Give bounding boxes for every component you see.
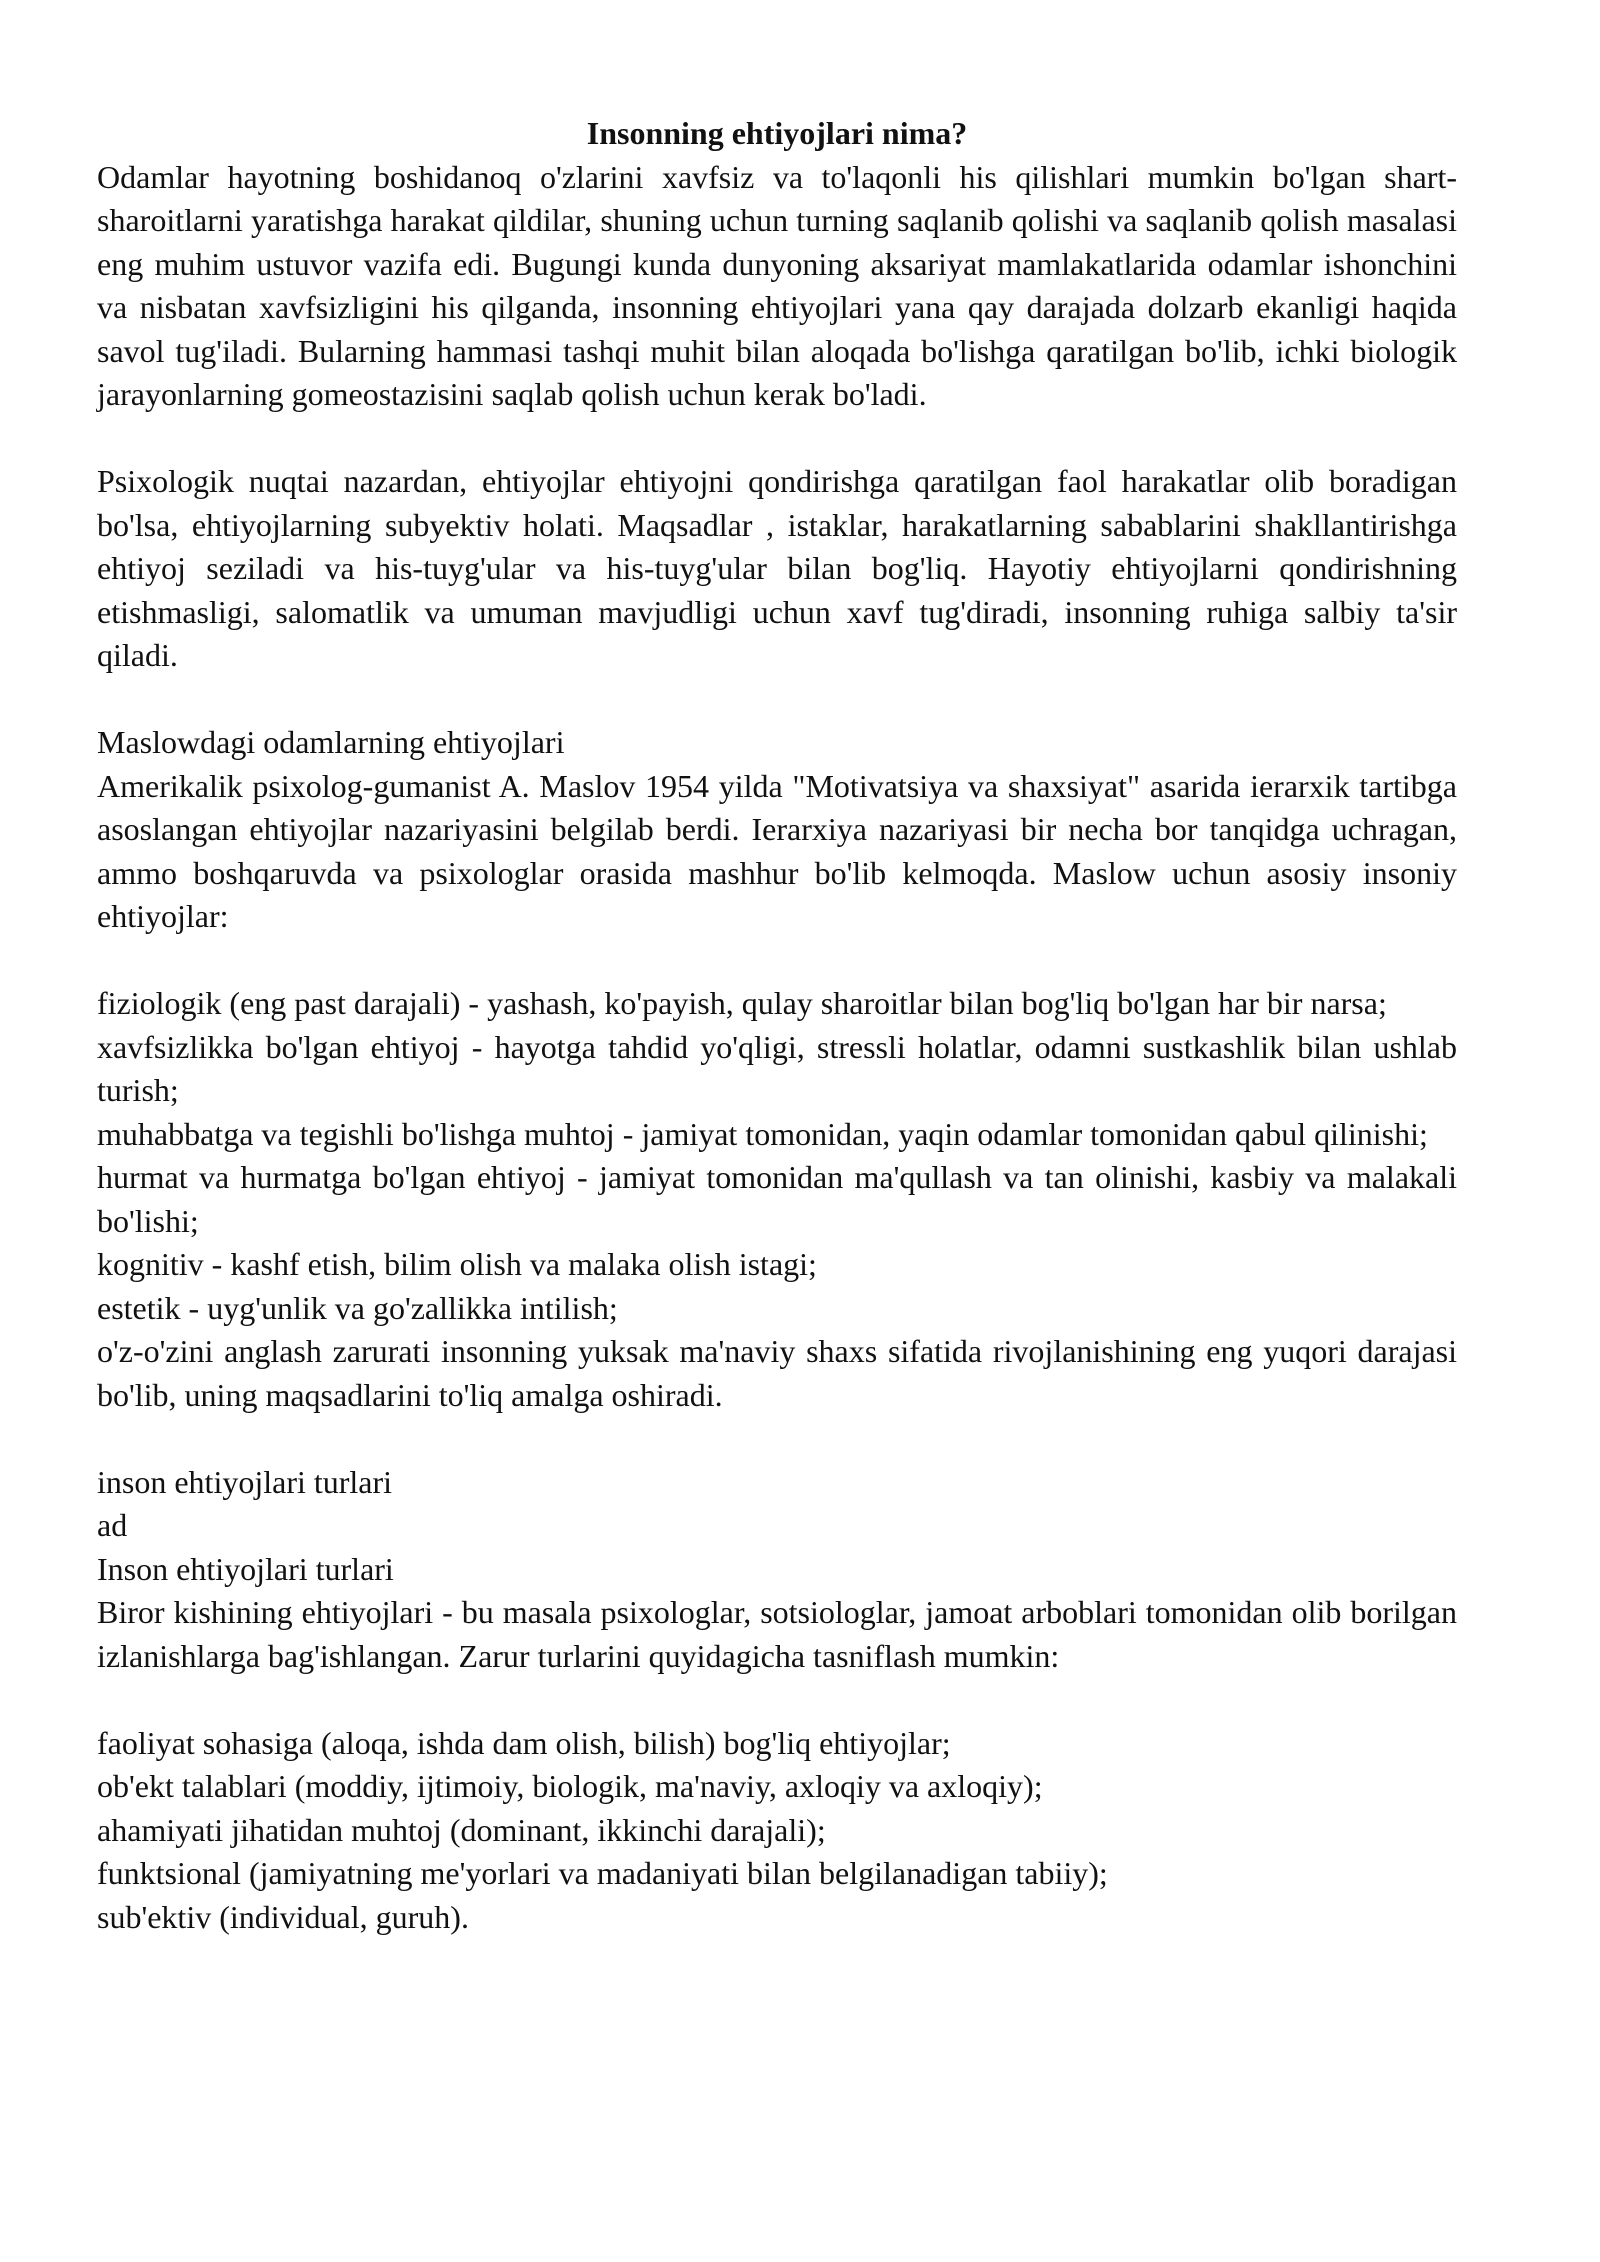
types-list-item: ob'ekt talablari (moddiy, ijtimoiy, biologik, ma'naviy, axloqiy va axloqiy); (97, 1768, 1043, 1804)
maslow-list-item: muhabbatga va tegishli bo'lishga muhtoj - jamiyat tomonidan, yaqin odamlar tomonidan qabul qilinishi; (97, 1115, 1428, 1152)
maslow-list-item: kognitiv - kashf etish, bilim olish va malaka olish istagi; (97, 1246, 817, 1282)
ad-line: ad (97, 1507, 128, 1543)
document-page (97, 112, 1457, 1939)
types-list-item: ahamiyati jihatidan muhtoj (dominant, ikkinchi darajali); (97, 1811, 826, 1848)
paragraph-gap (97, 678, 1457, 722)
paragraph-gap (97, 939, 1457, 983)
paragraph-gap (97, 1678, 1457, 1722)
document-title: Insonning ehtiyojlari nima? (586, 115, 968, 151)
maslow-list-item: xavfsizlikka bo'lgan ehtiyoj - hayotga tahdid yo'qligi, stressli holatlar, odamni sustkashlik bilan ushlab turish; (97, 1028, 1457, 1108)
paragraph-gap (97, 1417, 1457, 1461)
types-list-item: sub'ektiv (individual, guruh). (97, 1898, 469, 1935)
paragraph-types: Biror kishining ehtiyojlari - bu masala psixologlar, sotsiologlar, jamoat arboblari tomonidan olib borilgan izlanishlarga bag'ishlangan. Zarur turlarini quyidagicha tasniflash mumkin: (97, 1594, 1457, 1674)
paragraph-gap (97, 417, 1457, 461)
maslow-list-item: o'z-o'zini anglash zarurati insonning yuksak ma'naviy shaxs sifatida rivojlanishining eng yuqori darajasi bo'lib, uning maqsadlarini to'liq amalga oshiradi. (97, 1333, 1457, 1413)
maslow-list-item: fiziologik (eng past darajali) - yashash, ko'payish, qulay sharoitlar bilan bog'liq bo'lgan har bir narsa; (97, 985, 1387, 1021)
types-list-item: funktsional (jamiyatning me'yorlari va madaniyati bilan belgilanadigan tabiiy); (97, 1855, 1108, 1891)
types-list-item: faoliyat sohasiga (aloqa, ishda dam olish, bilish) bog'liq ehtiyojlar; (97, 1724, 951, 1761)
paragraph-maslow: Amerikalik psixolog-gumanist A. Maslov 1954 yilda "Motivatsiya va shaxsiyat" asarida ierarxik tartibga asoslangan ehtiyojlar nazariyasini belgilab berdi. Ierarxiya nazariyasi bir necha bor tanqidga uchragan, ammo boshqaruvda va psixologlar orasida mashhur bo'lib kelmoqda. Maslow uchun asosiy insoniy ehtiyojlar: (97, 767, 1457, 934)
maslow-heading: Maslowdagi odamlarning ehtiyojlari (97, 724, 565, 760)
maslow-list-item: hurmat va hurmatga bo'lgan ehtiyoj - jamiyat tomonidan ma'qullash va tan olinishi, kasbiy va malakali bo'lishi; (97, 1159, 1457, 1239)
paragraph-intro: Odamlar hayotning boshidanoq o'zlarini xavfsiz va to'laqonli his qilishlari mumkin bo'lgan shart-sharoitlarni yaratishga harakat qildilar, shuning uchun turning saqlanib qolishi va saqlanib qolish masalasi eng muhim ustuvor vazifa edi. Bugungi kunda dunyoning aksariyat mamlakatlarida odamlar ishonchini va nisbatan xavfsizligini his qilganda, insonning ehtiyojlari yana qay darajada dolzarb ekanligi haqida savol tug'iladi. Bularning hammasi tashqi muhit bilan aloqada bo'lishga qaratilgan bo'lib, ichki biologik jarayonlarning gomeostazisini saqlab qolish uchun kerak bo'ladi. (97, 158, 1457, 412)
types-heading: Inson ehtiyojlari turlari (97, 1550, 394, 1587)
types-line: inson ehtiyojlari turlari (97, 1463, 393, 1500)
maslow-list-item: estetik - uyg'unlik va go'zallikka intilish; (97, 1289, 618, 1326)
paragraph-psychology: Psixologik nuqtai nazardan, ehtiyojlar ehtiyojni qondirishga qaratilgan faol harakatlar olib boradigan bo'lsa, ehtiyojlarning subyektiv holati. Maqsadlar , istaklar, harakatlarning sabablarini shakllantirishga ehtiyoj seziladi va his-tuyg'ular va his-tuyg'ular bilan bog'liq. Hayotiy ehtiyojlarni qondirishning etishmasligi, salomatlik va umuman mavjudligi uchun xavf tug'diradi, insonning ruhiga salbiy ta'sir qiladi. (97, 463, 1457, 673)
